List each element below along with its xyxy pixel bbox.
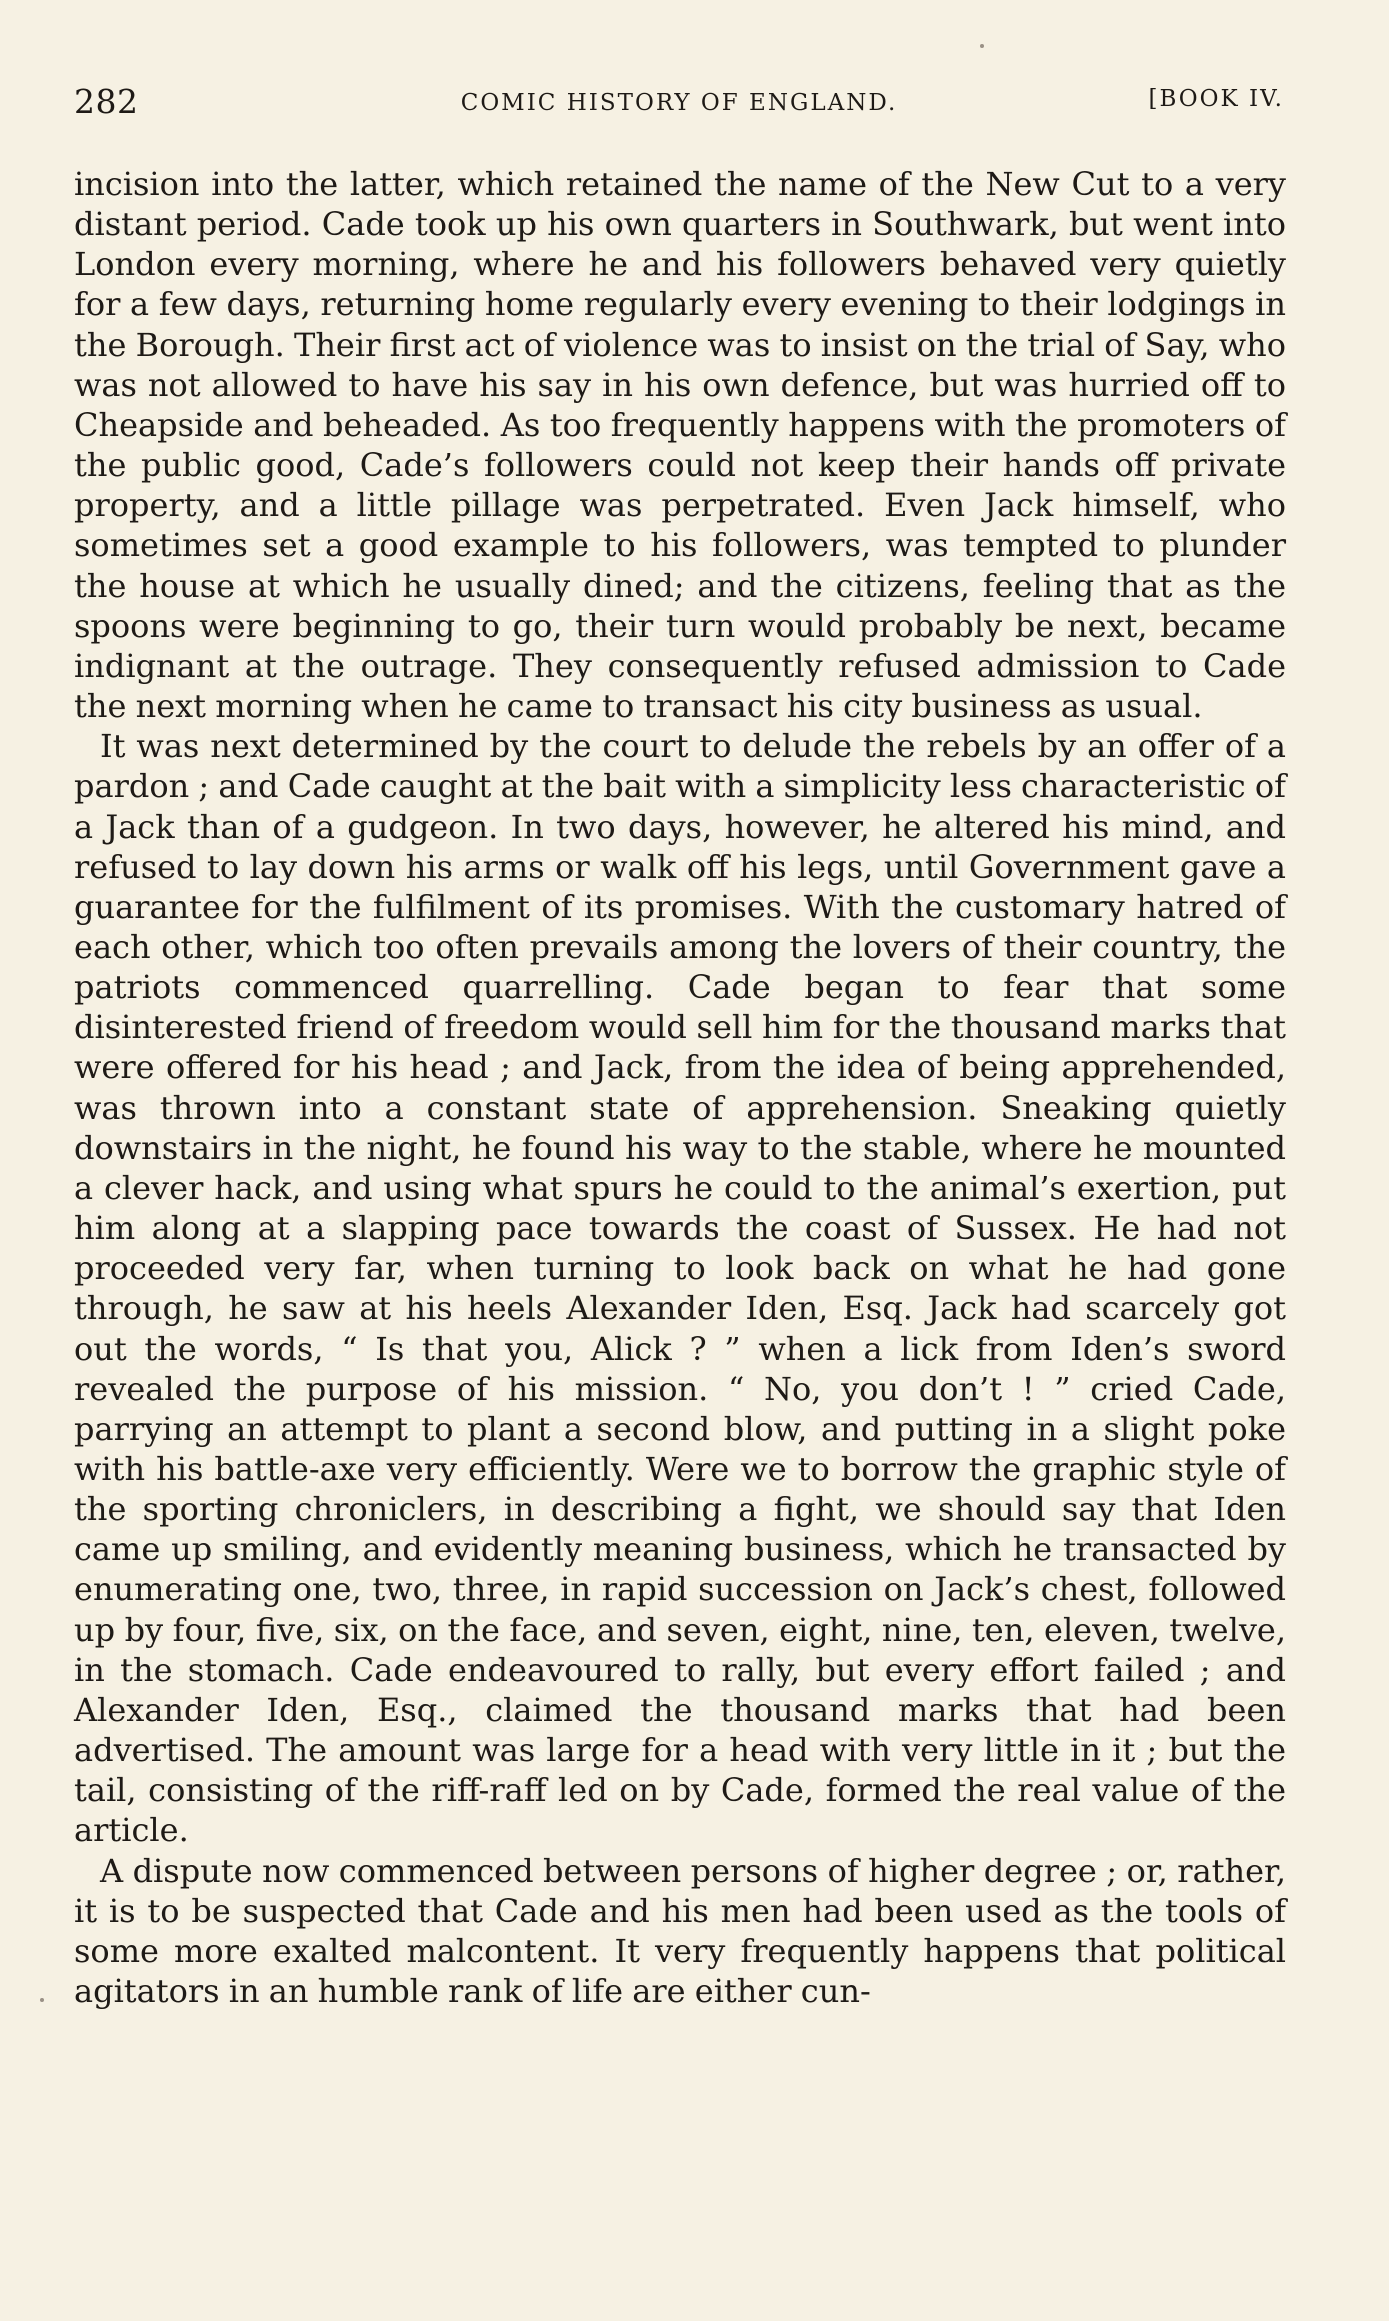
paragraph-2: It was next determined by the court to delude the rebels by an offer of a pardon ; and Cade caught at the bait with a simplicity less characteristic of a Jack than of a gudgeon. In two days, however, he altered his mind, and refused to lay down his arms or walk off his legs, until Government gave a guarantee for the fulfilment of its promises. With the customary hatred of each other, which too often prevails among the lovers of their country, the patriots commenced quarrelling. Cade began to fear that some disinterested friend of freedom would sell him for the thousand marks that were offered for his head ; and Jack, from the idea of being apprehended, was thrown into a constant state of apprehension. Sneaking quietly downstairs in the night, he found his way to the stable, where he mounted a clever hack, and using what spurs he could to the animal’s exertion, put him along at a slapping pace towards the coast of Sussex. He had not proceeded very far, when turning to look back on what he had gone through, he saw at his heels Alexander Iden, Esq. Jack had scarcely got out the words, “ Is that you, Alick ? ” when a lick from Iden’s sword revealed the purpose of his mission. “ No, you don’t ! ” cried Cade, parrying an attempt to plant a second blow, and putting in a slight poke with his battle-axe very efficiently. Were we to borrow the graphic style of the sporting chroniclers, in describing a fight, we should say that Iden came up smiling, and evidently meaning business, which he transacted by enumerating one, two, three, in rapid succession on Jack’s chest, followed up by four, five, six, on the face, and seven, eight, nine, ten, eleven, twelve, in the stomach. Cade endeavoured to rally, but every effort failed ; and Alexander Iden, Esq., claimed the thousand marks that had been advertised. The amount was large for a head with very little in it ; but the tail, consisting of the riff-raff led on by Cade, formed the real value of the article. bbox=[74, 727, 1286, 1850]
page-header bbox=[74, 82, 1284, 130]
print-speck bbox=[40, 1998, 44, 2002]
paragraph-1: incision into the latter, which retained the name of the New Cut to a very distant period. Cade took up his own quarters in Southwark, but went into London every morning, where he and his followers behaved very quietly for a few days, returning home regularly every evening to their lodgings in the Borough. Their first act of violence was to insist on the trial of Say, who was not allowed to have his say in his own defence, but was hurried off to Cheapside and beheaded. As too frequently happens with the promoters of the public good, Cade’s followers could not keep their hands off private property, and a little pillage was perpetrated. Even Jack himself, who sometimes set a good example to his followers, was tempted to plunder the house at which he usually dined; and the citizens, feeling that as the spoons were beginning to go, their turn would probably be next, became indignant at the outrage. They consequently refused admission to Cade the next morning when he came to transact his city business as usual. bbox=[74, 165, 1286, 726]
page-number: 282 bbox=[74, 82, 139, 121]
book-reference: [BOOK IV. bbox=[1148, 86, 1284, 112]
body-text bbox=[74, 164, 1286, 2011]
print-speck bbox=[980, 44, 984, 48]
paragraph-3: A dispute now commenced between persons of higher degree ; or, rather, it is to be suspected that Cade and his men had been used as the tools of some more exalted malcontent. It very frequently happens that political agitators in an humble rank of life are either cun- bbox=[74, 1851, 1286, 2011]
running-title: COMIC HISTORY OF ENGLAND. bbox=[460, 90, 898, 116]
